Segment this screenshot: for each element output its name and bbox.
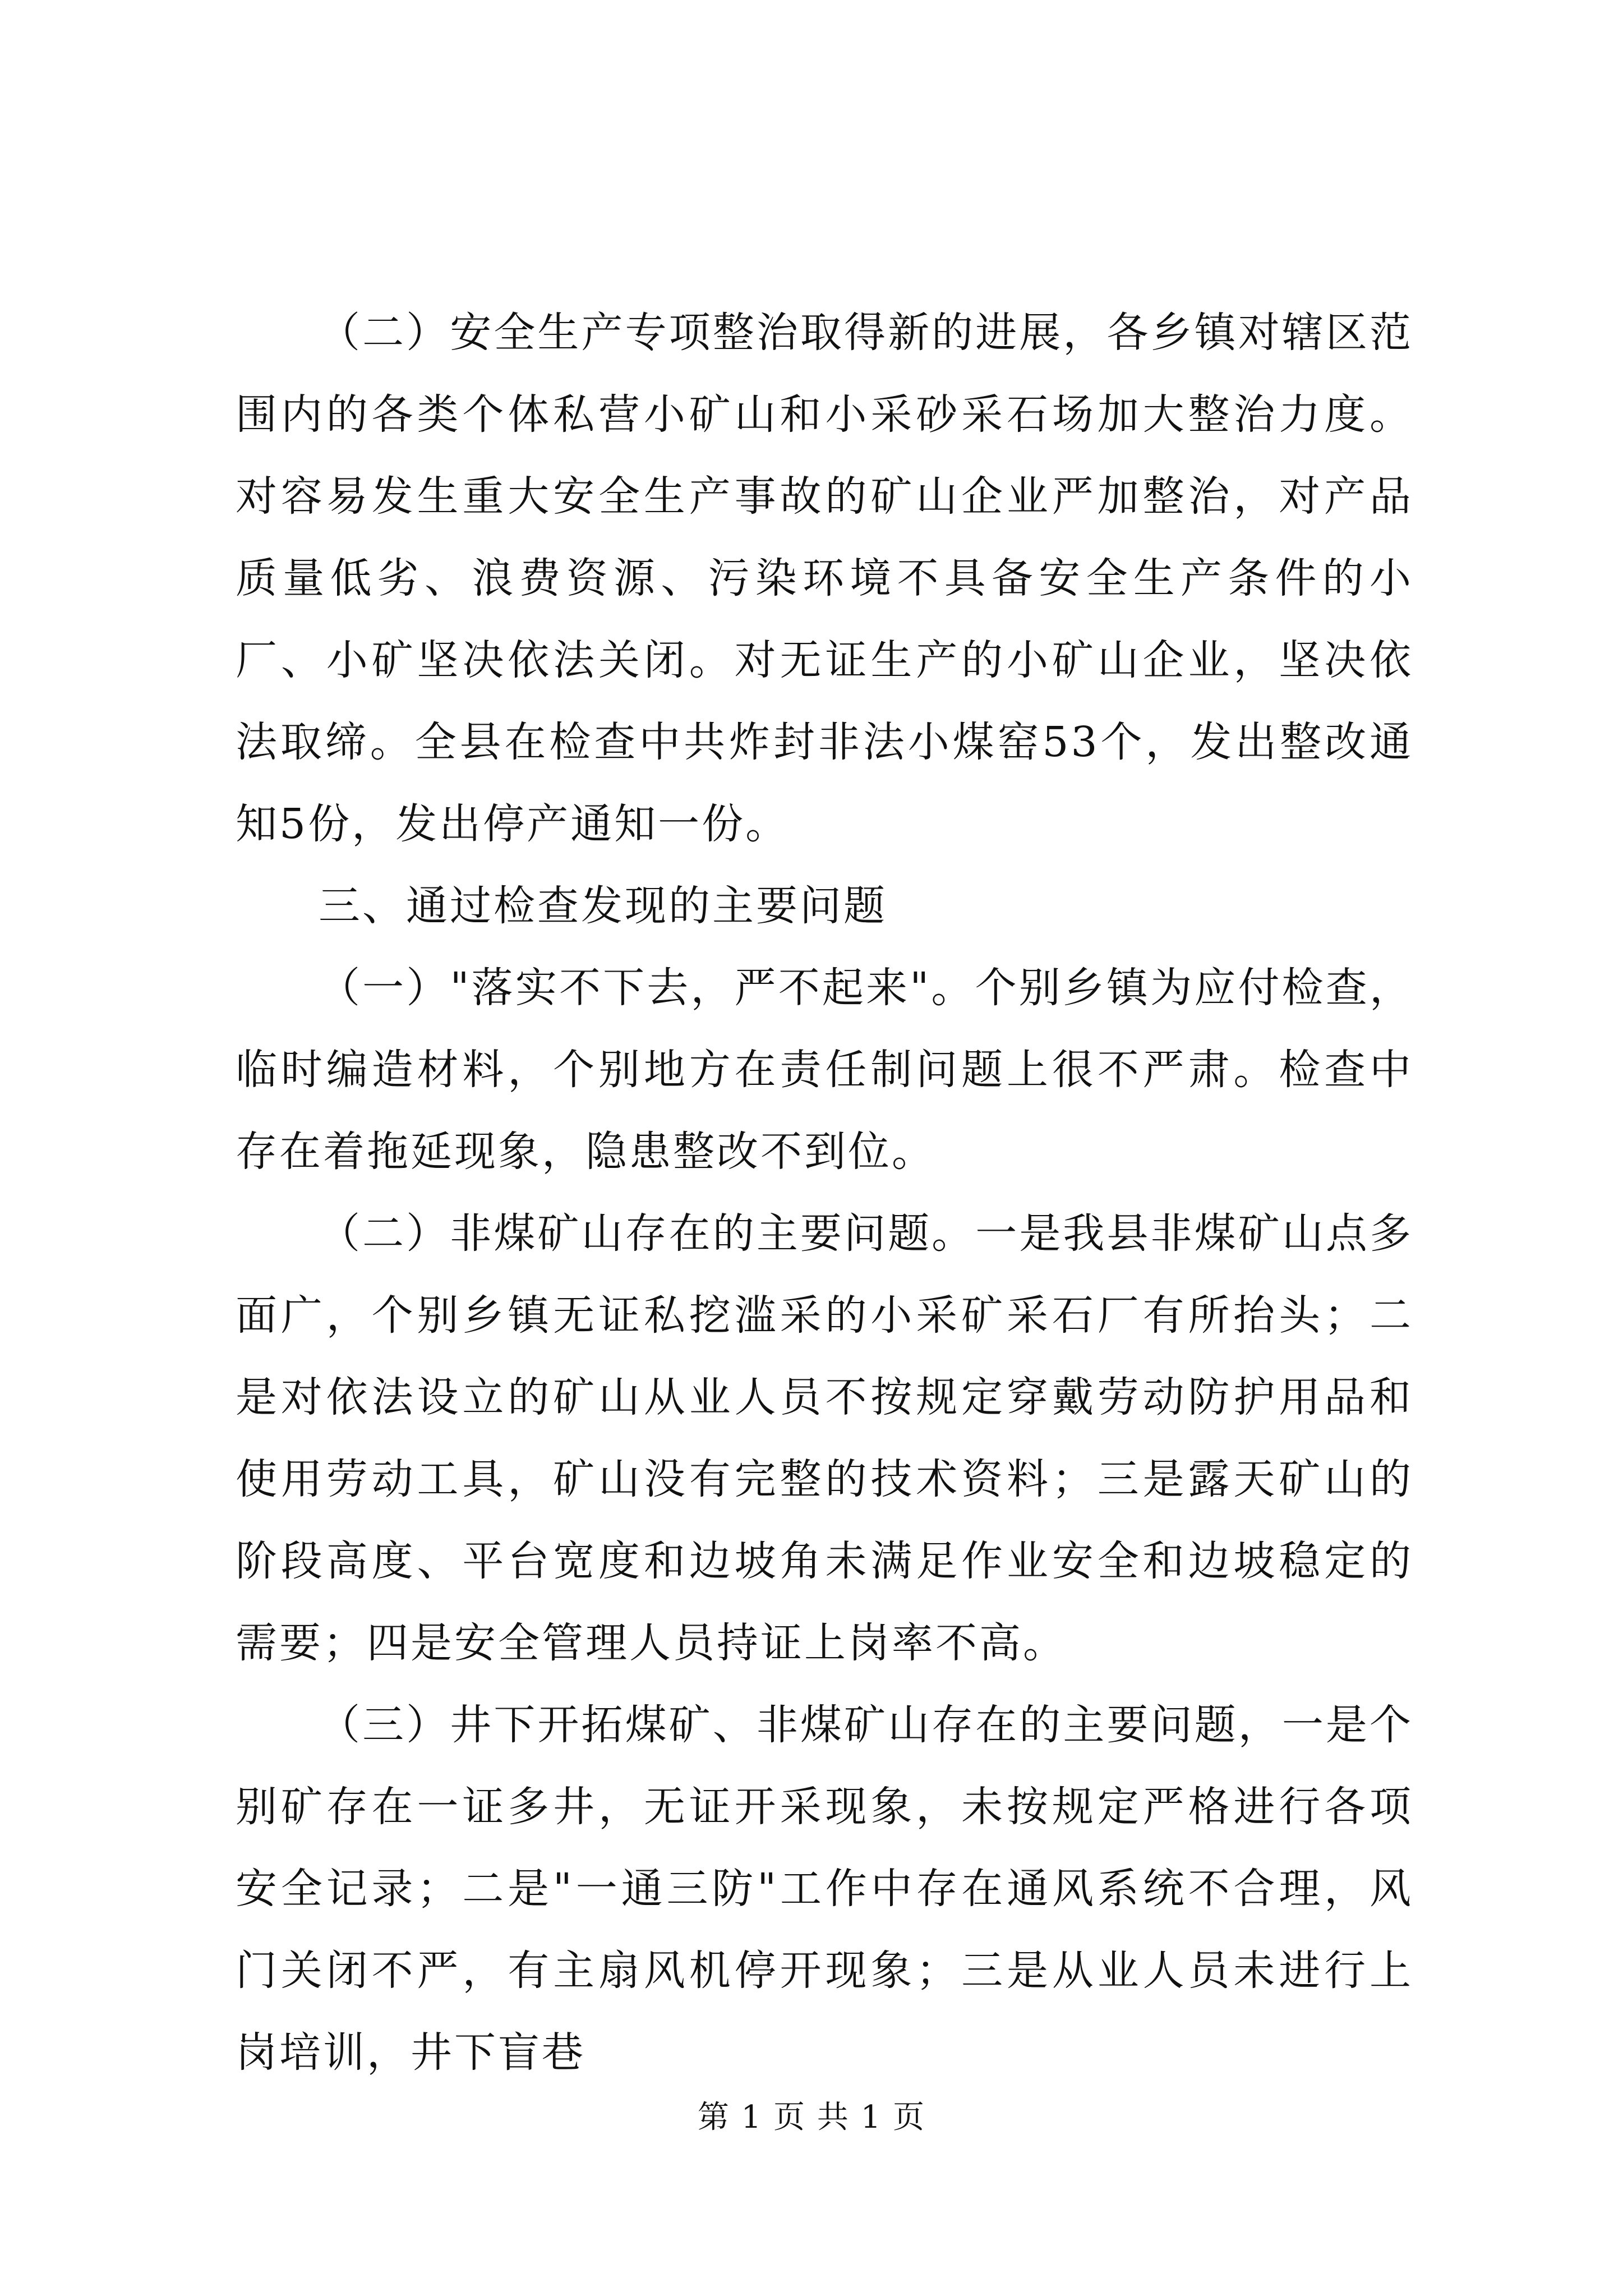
page-footer: 第 1 页 共 1 页: [697, 2099, 926, 2136]
paragraph-problem-underground-mines: （三）井下开拓煤矿、非煤矿山存在的主要问题，一是个别矿存在一证多井，无证开采现象，未按规定严格进行各项安全记录；二是"一通三防"工作中存在通风系统不合理，风门关闭不严，有主扇风机停开现象；三是从业人员未进行上岗培训，井下盲巷: [236, 1701, 1413, 2077]
paragraph-problem-implementation: （一）"落实不下去，严不起来"。个别乡镇为应付检查，临时编造材料，个别地方在责任制问题上很不严肃。检查中存在着拖延现象，隐患整改不到位。: [236, 964, 1413, 1176]
section-heading-main-problems: 三、通过检查发现的主要问题: [319, 882, 887, 930]
paragraph-problem-non-coal-mines: （二）非煤矿山存在的主要问题。一是我县非煤矿山点多面广，个别乡镇无证私挖滥采的小采矿采石厂有所抬头；二是对依法设立的矿山从业人员不按规定穿戴劳动防护用品和使用劳动工具，矿山没有完整的技术资料；三是露天矿山的阶段高度、平台宽度和边坡角未满足作业安全和边坡稳定的需要；四是安全管理人员持证上岗率不高。: [236, 1209, 1413, 1667]
document-body: [236, 292, 1413, 2093]
paragraph-special-rectification-progress: （二）安全生产专项整治取得新的进展，各乡镇对辖区范围内的各类个体私营小矿山和小采砂采石场加大整治力度。对容易发生重大安全生产事故的矿山企业严加整治，对产品质量低劣、浪费资源、污染环境不具备安全生产条件的小厂、小矿坚决依法关闭。对无证生产的小矿山企业，坚决依法取缔。全县在检查中共炸封非法小煤窑53个，发出整改通知5份，发出停产通知一份。: [236, 309, 1413, 848]
